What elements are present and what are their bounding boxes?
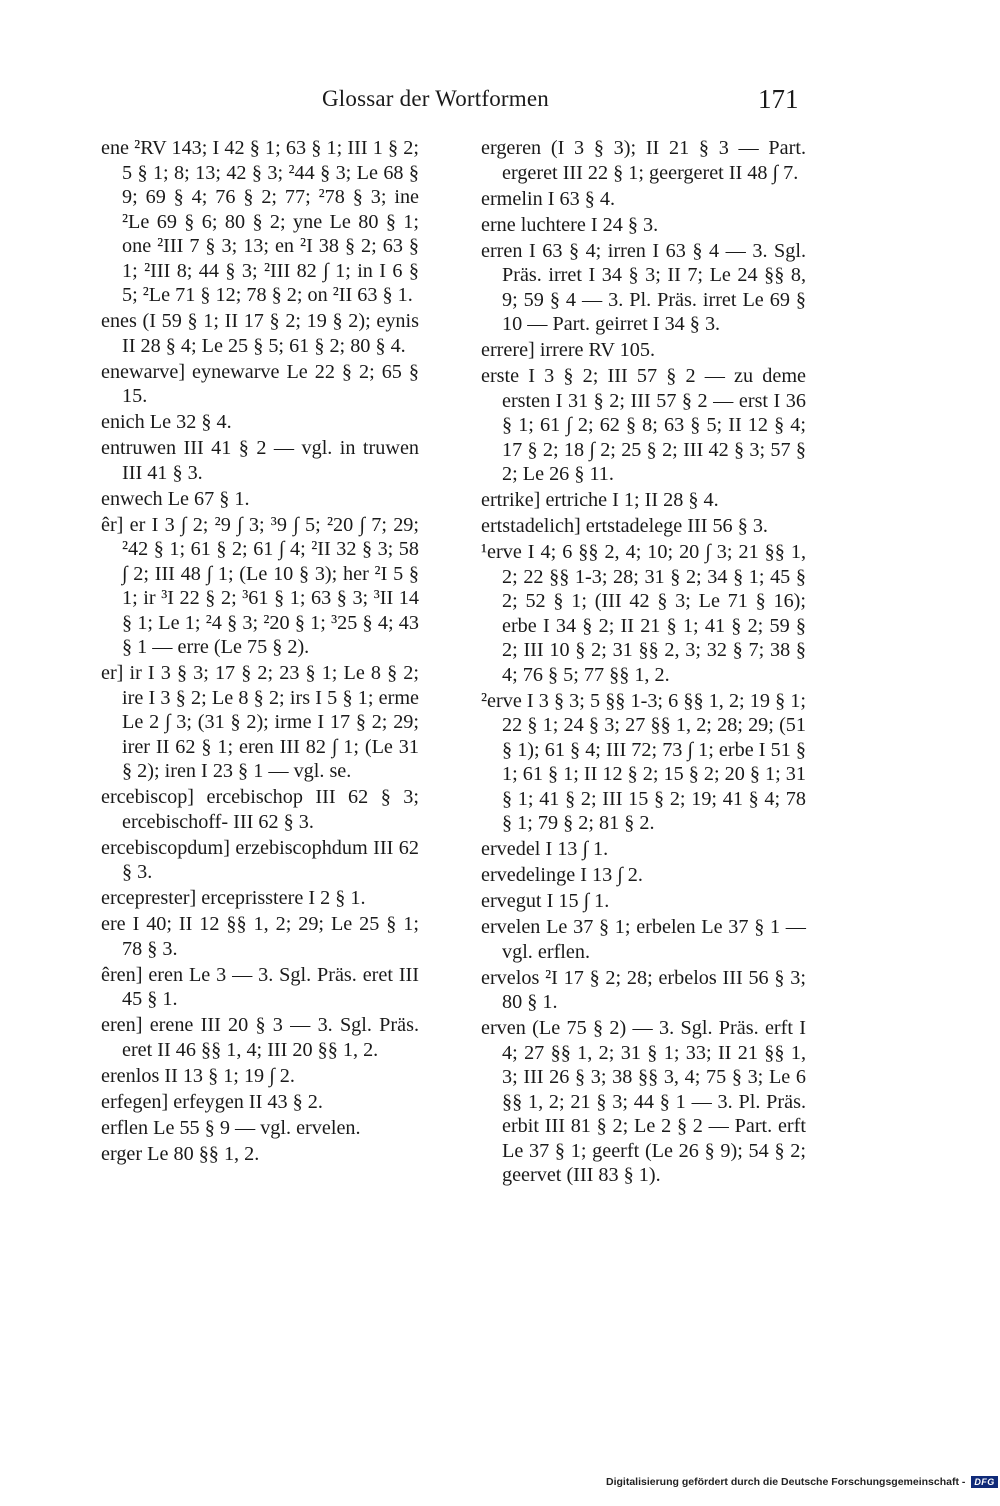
glossary-entry: êren] eren Le 3 — 3. Sgl. Präs. eret III 45 § 1. xyxy=(101,963,419,1010)
glossary-entry: ergeren (I 3 § 3); II 21 § 3 — Part. ergeret III 22 § 1; geergeret II 48 ∫ 7. xyxy=(481,137,806,184)
glossary-entry: erceprester] erceprisstere I 2 § 1. xyxy=(101,887,366,909)
glossary-entry: erflen Le 55 § 9 — vgl. ervelen. xyxy=(101,1116,361,1139)
digitization-credit xyxy=(606,1476,998,1488)
glossary-column-right xyxy=(481,136,806,1189)
glossary-entry: ercebiscop] ercebischop III 62 § 3; ercebischoff- III 62 § 3. xyxy=(101,786,419,833)
page-number: 171 xyxy=(758,84,799,114)
glossary-entry: er] ir I 3 § 3; 17 § 2; 23 § 1; Le 8 § 2; ire I 3 § 2; Le 8 § 2; irs I 5 § 1; erme Le 2 ∫ 3; (31 § 2); irme I 17 § 2; 29; irer II 62 § 1; eren III 82 ∫ 1; (Le 31 § 2); iren I 23 § 1 — vgl. se. xyxy=(101,662,419,782)
glossary-entry: ertrike] ertriche I 1; II 28 § 4. xyxy=(481,489,719,511)
digitization-credit-text: Digitalisierung gefördert durch die Deutsche Forschungsgemeinschaft - xyxy=(606,1476,966,1488)
glossary-entry: errere] irrere RV 105. xyxy=(481,339,655,361)
glossary-entry: ervelos ²I 17 § 2; 28; erbelos III 56 § 3; 80 § 1. xyxy=(481,966,806,1013)
glossary-entry: erger Le 80 §§ 1, 2. xyxy=(101,1142,260,1165)
glossary-entry: erenlos II 13 § 1; 19 ∫ 2. xyxy=(101,1064,295,1087)
glossary-entry: êr] er I 3 ∫ 2; ²9 ∫ 3; ³9 ∫ 5; ²20 ∫ 7; 29; ²42 § 1; 61 § 2; 61 ∫ 4; ²II 32 § 3; 58 ∫ 2; III 48 ∫ 1; (Le 10 § 3); her ²I 5 § 1; ir ³I 22 § 2; ³61 § 1; 63 § 3; ³II 14 § 1; Le 1; ²4 § 3; ²20 § 1; ³25 § 4; 43 § 1 — erre (Le 75 § 2). xyxy=(101,513,419,658)
glossary-entry: ervedel I 13 ∫ 1. xyxy=(481,838,609,860)
glossary-entry: erfegen] erfeygen II 43 § 2. xyxy=(101,1090,323,1113)
glossary-entry: ²erve I 3 § 3; 5 §§ 1-3; 6 §§ 1, 2; 19 § 1; 22 § 1; 24 § 3; 27 §§ 1, 2; 28; 29; (51 § 1); 61 § 4; III 72; 73 ∫ 1; erbe I 51 § 1; 61 § 1; II 12 § 2; 15 § 2; 20 § 1; 31 § 1; 41 § 2; III 15 § 2; 19; 41 § 4; 78 § 1; 79 § 2; 81 § 2. xyxy=(481,689,806,834)
glossary-entry: enich Le 32 § 4. xyxy=(101,411,232,433)
glossary-entry: enewarve] eynewarve Le 22 § 2; 65 § 15. xyxy=(101,360,419,407)
glossary-entry: ertstadelich] ertstadelege III 56 § 3. xyxy=(481,515,768,537)
glossary-entry: enwech Le 67 § 1. xyxy=(101,487,250,510)
glossary-entry: ervelen Le 37 § 1; erbelen Le 37 § 1 — vgl. erflen. xyxy=(481,916,806,963)
glossary-entry: erren I 63 § 4; irren I 63 § 4 — 3. Sgl. Präs. irret I 34 § 3; II 7; Le 24 §§ 8, 9; 59 § 4 — 3. Pl. Präs. irret Le 69 § 10 — Part. geirret I 34 § 3. xyxy=(481,239,806,335)
glossary-entry: ere I 40; II 12 §§ 1, 2; 29; Le 25 § 1; 78 § 3. xyxy=(101,913,419,960)
glossary-entry: ¹erve I 4; 6 §§ 2, 4; 10; 20 ∫ 3; 21 §§ 1, 2; 22 §§ 1-3; 28; 31 § 2; 34 § 1; 45 § 2; 52 § 1; (III 42 § 3; Le 71 § 16); erbe I 34 § 2; II 21 § 1; 41 § 2; 59 § 2; III 10 § 2; 31 §§ 2, 3; 32 § 7; 38 § 4; 76 § 5; 77 §§ 1, 2. xyxy=(481,541,806,686)
glossary-entry: enes (I 59 § 1; II 17 § 2; 19 § 2); eynis II 28 § 4; Le 25 § 5; 61 § 2; 80 § 4. xyxy=(101,310,419,357)
glossary-entry: ercebiscopdum] erzebiscophdum III 62 § 3. xyxy=(101,836,419,883)
glossary-entry: eren] erene III 20 § 3 — 3. Sgl. Präs. eret II 46 §§ 1, 4; III 20 §§ 1, 2. xyxy=(101,1014,419,1061)
dfg-logo: DFG xyxy=(971,1476,998,1488)
glossary-entry: erste I 3 § 2; III 57 § 2 — zu deme ersten I 31 § 2; III 57 § 2 — erst I 36 § 1; 61 ∫ 2; 62 § 8; 63 § 5; II 12 § 4; 17 § 2; 18 ∫ 2; 25 § 2; III 42 § 3; 57 § 2; Le 26 § 11. xyxy=(481,365,806,485)
glossary-entry: ene ²RV 143; I 42 § 1; 63 § 1; III 1 § 2; 5 § 1; 8; 13; 42 § 3; ²44 § 3; Le 68 § 9; 69 § 4; 76 § 2; 77; ²78 § 3; ine ²Le 69 § 6; 80 § 2; yne Le 80 § 1; one ²III 7 § 3; 13; en ²I 38 § 2; 63 § 1; ²III 8; 44 § 3; ²III 82 ∫ 1; in I 6 § 5; ²Le 71 § 12; 78 § 2; on ²II 63 § 1. xyxy=(101,137,419,306)
glossary-entry: entruwen III 41 § 2 — vgl. in truwen III 41 § 3. xyxy=(101,437,419,484)
glossary-entry: ermelin I 63 § 4. xyxy=(481,187,615,210)
glossary-entry: erven (Le 75 § 2) — 3. Sgl. Präs. erft I 4; 27 §§ 1, 2; 31 § 1; 33; II 21 §§ 1, 3; III 26 § 3; 38 §§ 3, 4; 75 § 3; Le 6 §§ 1, 2; 21 § 3; 44 § 1 — 3. Pl. Präs. erbit III 81 § 2; Le 2 § 2 — Part. erft Le 37 § 1; geerft (Le 26 § 9); 54 § 2; geervet (III 83 § 1). xyxy=(481,1017,806,1186)
glossary-entry: erne luchtere I 24 § 3. xyxy=(481,213,659,236)
glossary-entry: ervegut I 15 ∫ 1. xyxy=(481,890,610,912)
running-header-title: Glossar der Wortformen xyxy=(322,86,549,111)
glossary-column-left xyxy=(101,136,419,1168)
glossary-entry: ervedelinge I 13 ∫ 2. xyxy=(481,864,643,886)
